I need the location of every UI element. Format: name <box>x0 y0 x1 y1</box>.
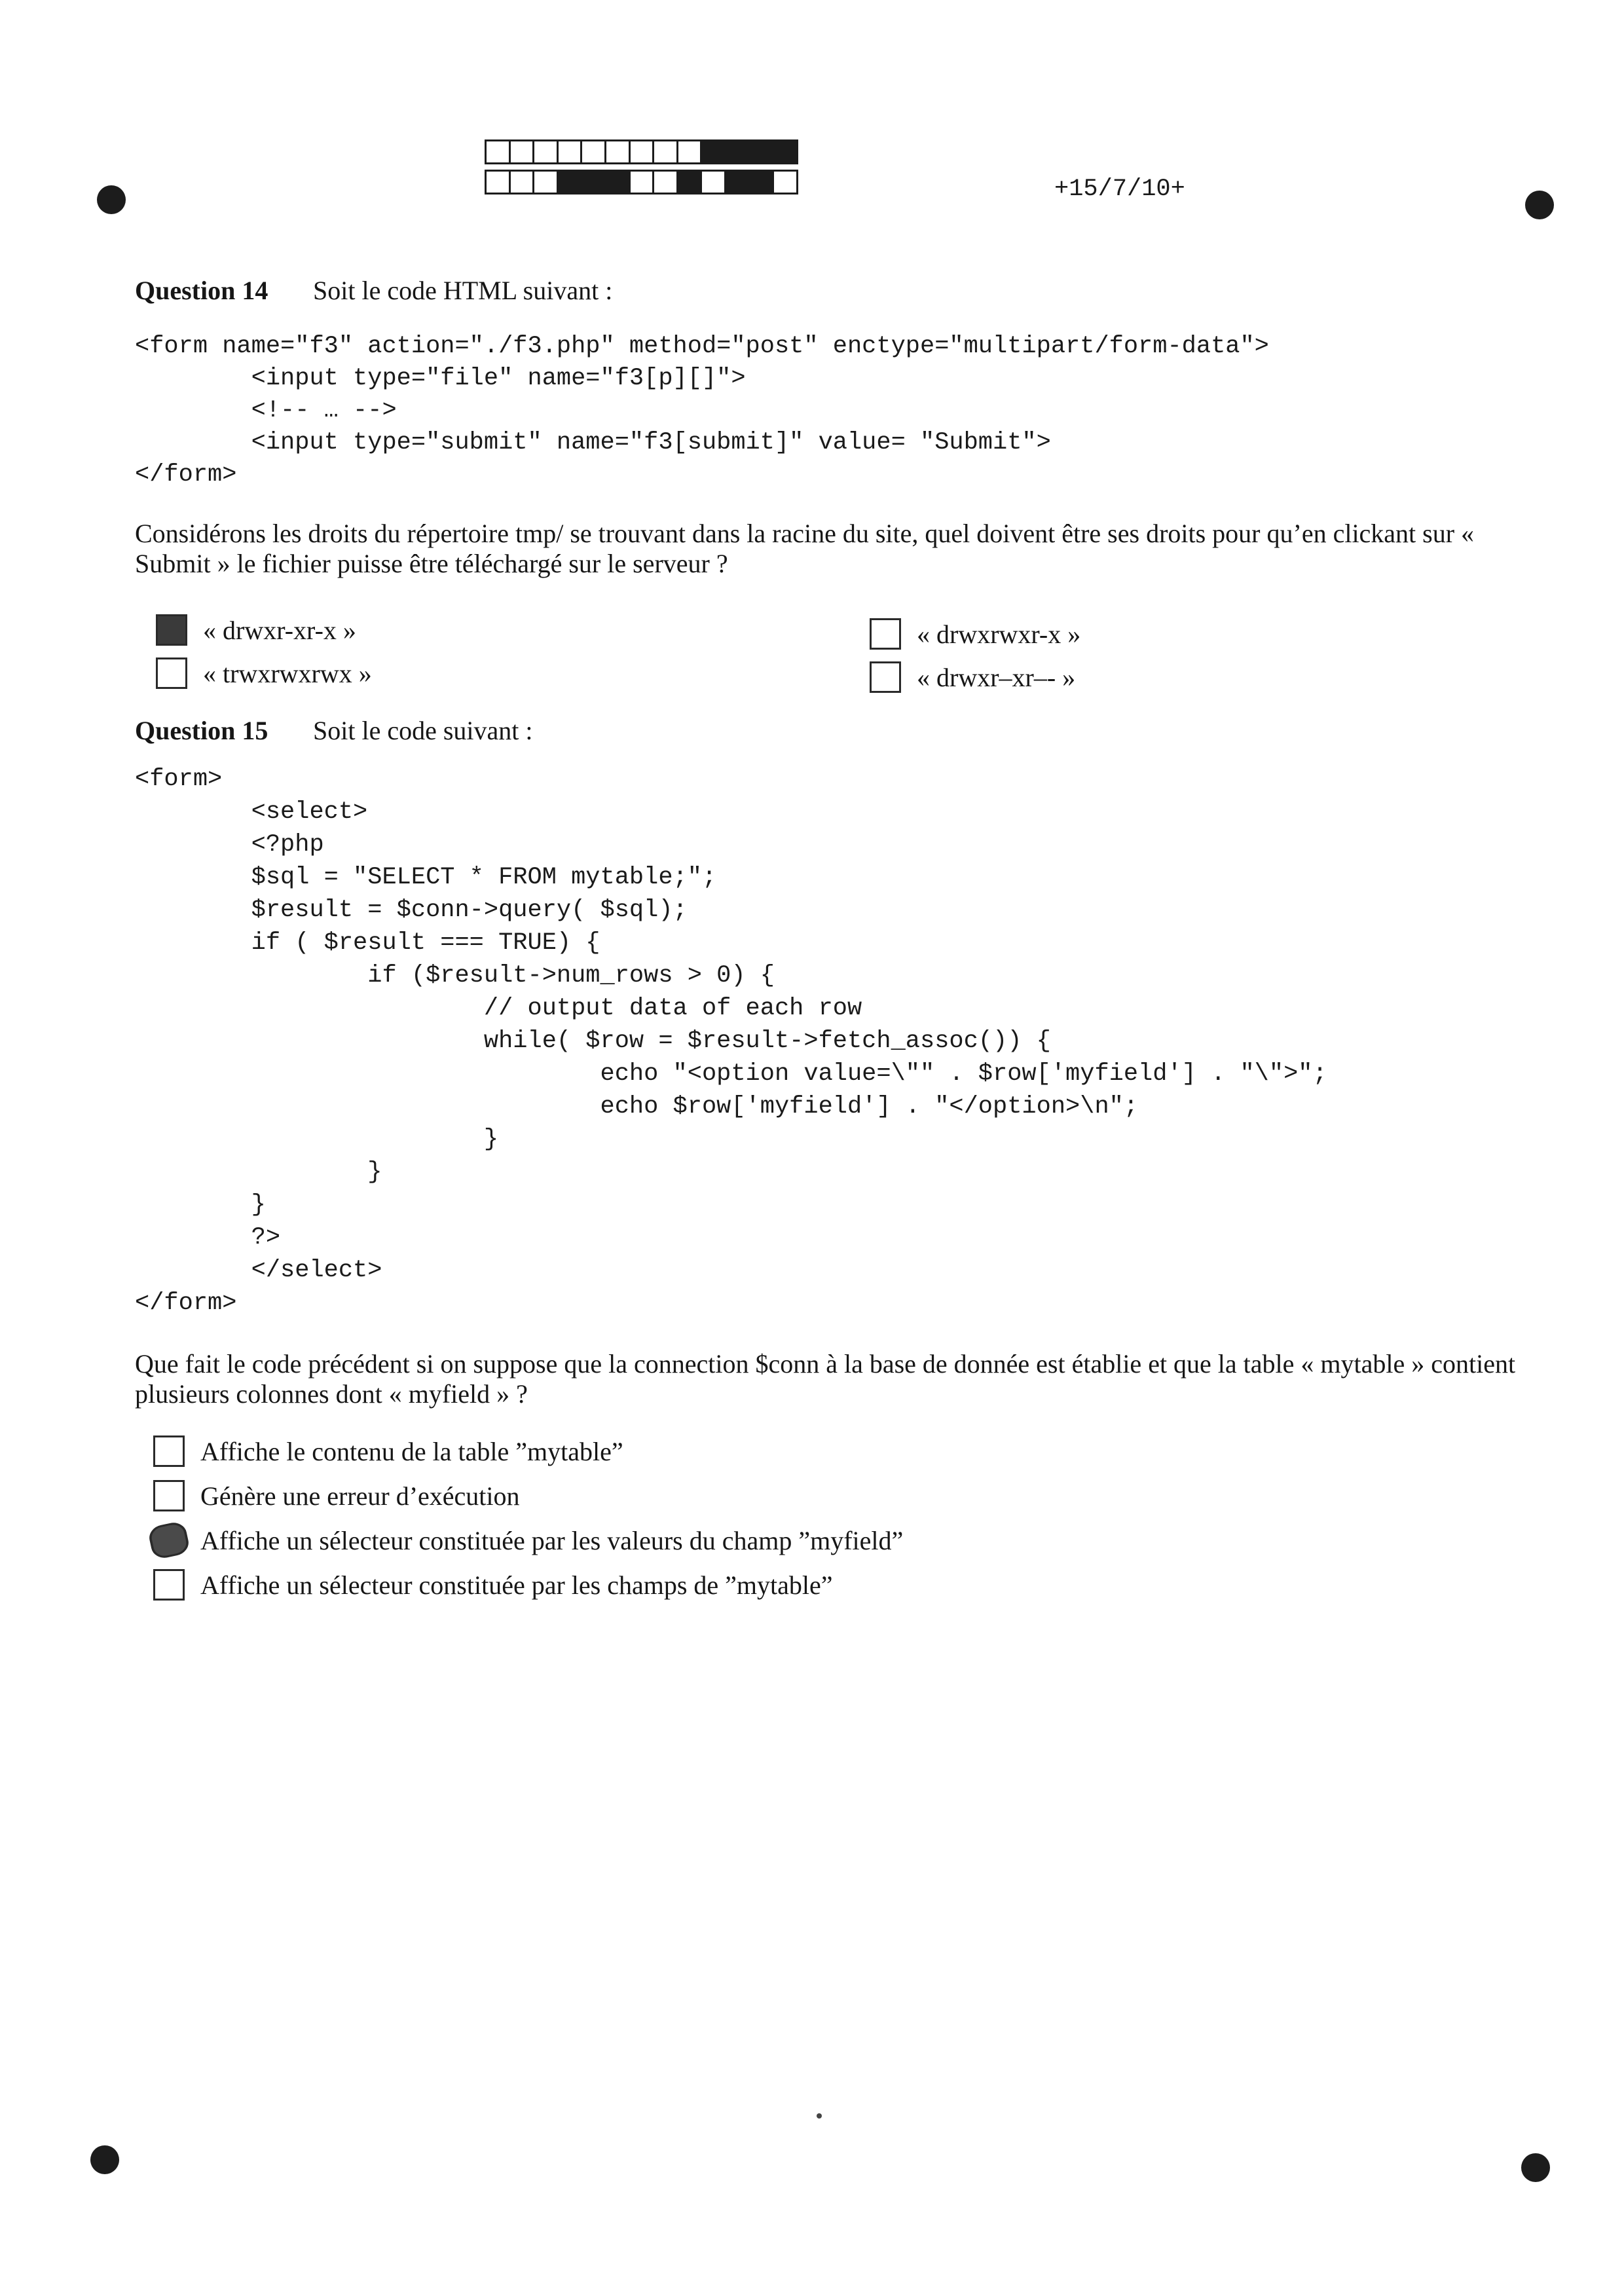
q15-option-1-checkbox[interactable] <box>153 1435 185 1467</box>
barcode-cell <box>604 139 631 164</box>
registration-mark-top-right <box>1525 191 1554 219</box>
stray-mark <box>817 2113 822 2119</box>
q15-option-2-label: Génère une erreur d’exécution <box>200 1481 520 1511</box>
q14-option-4-checkbox[interactable] <box>870 661 901 693</box>
question-15-prompt: Que fait le code précédent si on suppose que la connection $conn à la base de donnée est établie et que la table « mytable » contient plusieurs colonnes dont « myfield » ? <box>135 1349 1516 1409</box>
q14-option-1-label: « drwxr-xr-x » <box>203 615 356 645</box>
barcode-cell <box>724 170 750 194</box>
question-14-code: <form name="f3" action="./f3.php" method="post" enctype="multipart/form-data"> <input type="file" name="f3[p][]"> <!-- … --> <input type="submit" name="f3[submit]" value= "Submit"> </form> <box>135 333 1269 489</box>
barcode-cell <box>676 139 703 164</box>
q14-option-2-label: « trwxrwxrwx » <box>203 658 372 688</box>
barcode-cell <box>652 170 678 194</box>
q15-option-1-label: Affiche le contenu de la table ”mytable” <box>200 1436 623 1466</box>
barcode-cell <box>580 139 606 164</box>
barcode-cell <box>604 170 631 194</box>
q15-option-4[interactable] <box>153 1569 833 1601</box>
barcode-cell <box>485 170 511 194</box>
page-barcode <box>487 139 798 200</box>
barcode-cell <box>629 139 655 164</box>
barcode-cell <box>772 139 798 164</box>
question-15-intro: Soit le code suivant : <box>313 716 533 745</box>
barcode-cell <box>724 139 750 164</box>
q14-option-1[interactable] <box>156 614 356 646</box>
question-14-label: Question 14 <box>135 276 268 305</box>
barcode-row <box>487 139 798 164</box>
page-id: +15/7/10+ <box>1054 176 1185 203</box>
barcode-cell <box>700 170 726 194</box>
q15-option-3[interactable] <box>153 1525 903 1556</box>
barcode-cell <box>532 139 559 164</box>
barcode-cell <box>532 170 559 194</box>
question-14-prompt: Considérons les droits du répertoire tmp/ se trouvant dans la racine du site, quel doivent être ses droits pour qu’en clickant sur « Submit » le fichier puisse être téléchargé sur le serveur ? <box>135 519 1475 578</box>
barcode-cell <box>509 170 535 194</box>
q14-option-2[interactable] <box>156 657 372 689</box>
registration-mark-bottom-right <box>1521 2153 1550 2182</box>
q15-option-4-checkbox[interactable] <box>153 1569 185 1601</box>
q14-option-3-checkbox[interactable] <box>870 618 901 650</box>
question-15-heading <box>135 715 533 746</box>
q14-option-4[interactable] <box>870 661 1075 693</box>
question-15-code: <form> <select> <?php $sql = "SELECT * FROM mytable;"; $result = $conn->query( $sql); if ( $result === TRUE) { if ($result->num_rows > 0) { // output data of each row while( $row = $result->fetch_assoc()) { echo "<option value=\"" . $row['myfield'] . "\">"; echo $row['myfield'] . "</option>\n"; } } } ?> </select> </form> <box>135 766 1327 1317</box>
barcode-cell <box>485 139 511 164</box>
q15-option-1[interactable] <box>153 1435 623 1467</box>
barcode-cell <box>557 139 583 164</box>
q14-option-3-label: « drwxrwxr-x » <box>917 619 1081 649</box>
barcode-cell <box>700 139 726 164</box>
barcode-cell <box>748 170 775 194</box>
question-14-heading <box>135 275 612 306</box>
registration-mark-bottom-left <box>90 2145 119 2174</box>
barcode-cell <box>509 139 535 164</box>
registration-mark-top-left <box>97 185 126 214</box>
barcode-row <box>487 170 798 194</box>
question-14-intro: Soit le code HTML suivant : <box>313 276 613 305</box>
q15-option-2[interactable] <box>153 1480 520 1511</box>
question-15-label: Question 15 <box>135 716 268 745</box>
barcode-cell <box>676 170 703 194</box>
barcode-cell <box>772 170 798 194</box>
barcode-cell <box>629 170 655 194</box>
q15-option-4-label: Affiche un sélecteur constituée par les champs de ”mytable” <box>200 1570 833 1600</box>
q15-option-3-label: Affiche un sélecteur constituée par les valeurs du champ ”myfield” <box>200 1525 904 1555</box>
barcode-cell <box>557 170 583 194</box>
q15-option-2-checkbox[interactable] <box>153 1480 185 1511</box>
barcode-cell <box>748 139 775 164</box>
barcode-cell <box>580 170 606 194</box>
q14-option-3[interactable] <box>870 618 1080 650</box>
q14-option-1-checkbox[interactable] <box>156 614 187 646</box>
barcode-cell <box>652 139 678 164</box>
q15-option-3-checkbox[interactable] <box>147 1520 191 1560</box>
q14-option-4-label: « drwxr–xr–- » <box>917 662 1076 692</box>
q14-option-2-checkbox[interactable] <box>156 657 187 689</box>
